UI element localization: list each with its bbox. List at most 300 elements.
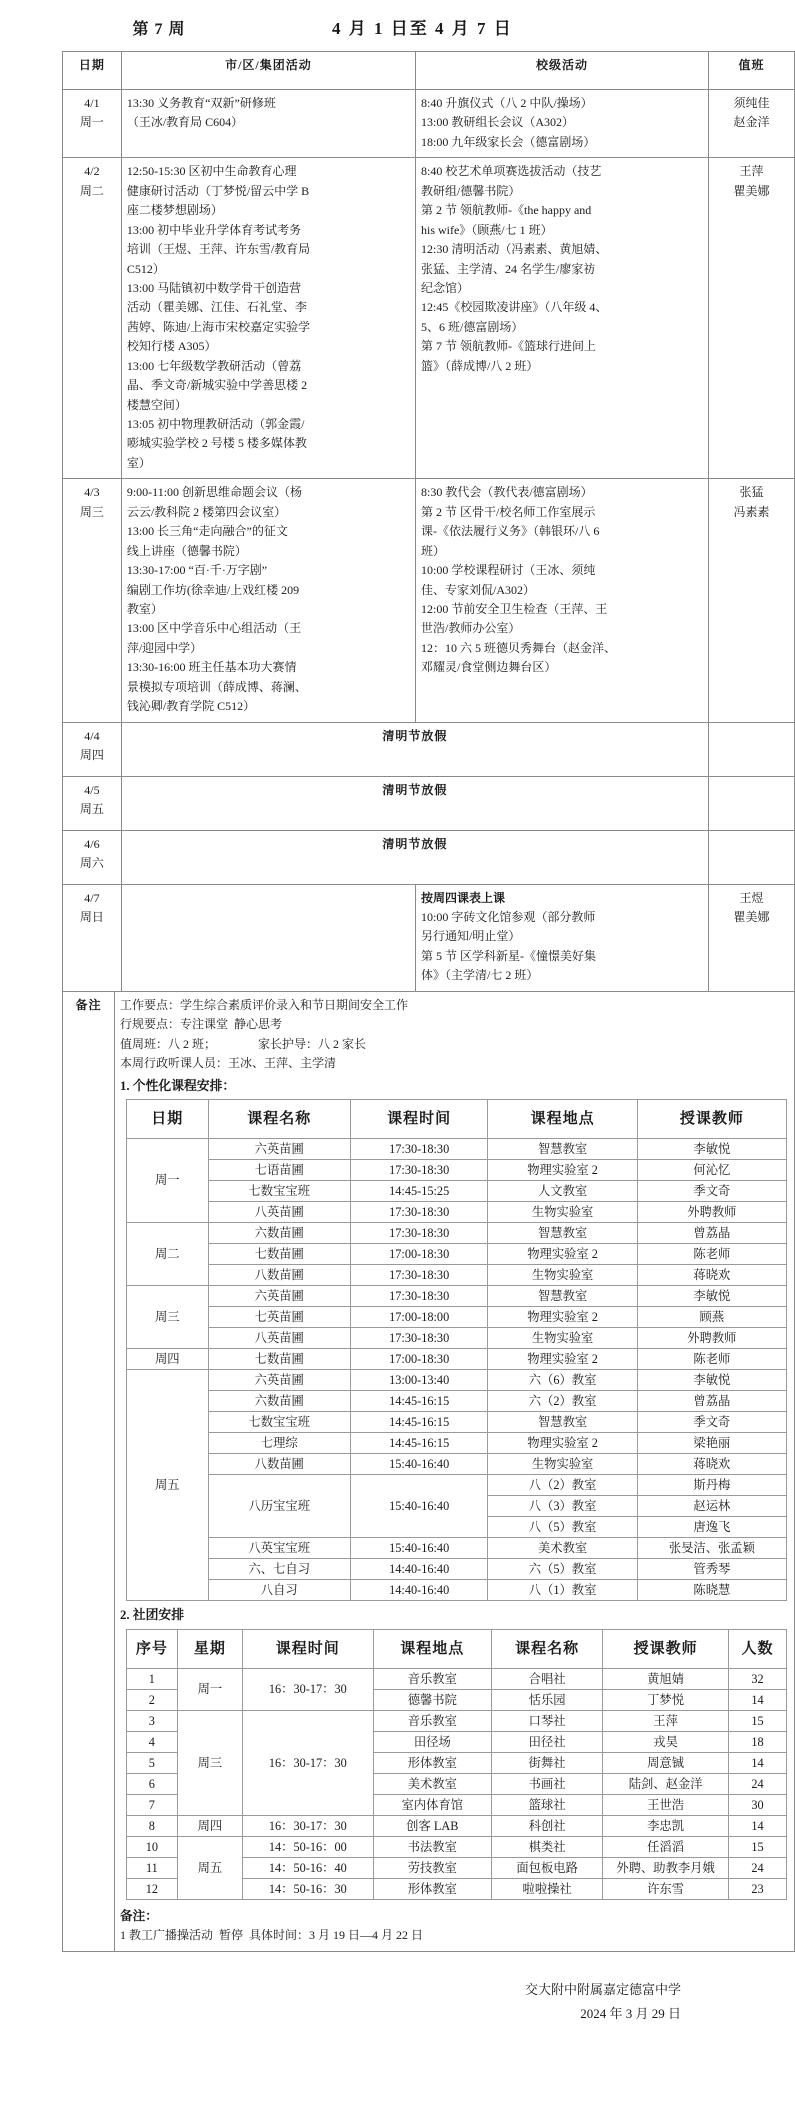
pc-cell-teacher: 季文奇: [637, 1181, 786, 1202]
activity-line: 8:40 校艺术单项赛选拔活动（技艺: [420, 164, 602, 179]
pc-row: [127, 1181, 787, 1202]
pc-cell-course-place: 智慧教室: [488, 1223, 637, 1244]
activity-line: 茜婷、陈迪/上海市宋校嘉定实验学: [126, 319, 311, 334]
club-cell-index: 5: [127, 1752, 178, 1773]
activity-line: 张猛、主学清、24 名学生/廖家祊: [420, 261, 596, 276]
pc-row: [127, 1370, 787, 1391]
activity-line: his wife》（顾燕/七 1 班）: [420, 222, 553, 237]
club-cell-time: 14：50-16：40: [243, 1857, 374, 1878]
pc-column-course-place: 课程地点: [488, 1100, 637, 1139]
pc-cell-course-time: 17:30-18:30: [350, 1160, 488, 1181]
club-cell-count: 14: [728, 1752, 786, 1773]
pc-cell-teacher: 管秀琴: [637, 1559, 786, 1580]
pc-cell-course-time: 13:00-13:40: [350, 1370, 488, 1391]
activity-line: 课-《依法履行义务》（韩银环/八 6: [420, 524, 600, 539]
pc-cell-course-time: 17:30-18:30: [350, 1265, 488, 1286]
pc-cell-course-time: 14:45-16:15: [350, 1391, 488, 1412]
pc-cell-course-place: 六（5）教室: [488, 1559, 637, 1580]
pc-cell-course-name: 八自习: [208, 1580, 350, 1601]
activity-line: 13:00 教研组长会议（A302）: [420, 115, 574, 130]
note-title: 备注：: [120, 1908, 158, 1923]
activity-line: 钱沁卿/教育学院 C512）: [126, 699, 256, 714]
pc-cell-course-time: 17:30-18:30: [350, 1139, 488, 1160]
activity-line: 第 5 节 区学科新星-《憧憬美好集: [420, 948, 596, 963]
activity-line: 体》（主学清/七 2 班）: [420, 968, 539, 983]
club-cell-teacher: 许东雪: [603, 1878, 729, 1899]
document-header: [0, 0, 795, 51]
club-cell-count: 24: [728, 1857, 786, 1878]
activity-line: 佳、专家刘侃/A302）: [420, 582, 535, 597]
club-cell-name: 恬乐园: [492, 1689, 603, 1710]
pc-row: [127, 1391, 787, 1412]
remark-line: 工作要点：学生综合素质评价录入和节日期间安全工作: [120, 997, 409, 1012]
activity-line: 培训（王煜、王萍、许东雪/教育局: [126, 242, 311, 257]
activity-line: 座二楼梦想剧场）: [126, 203, 223, 218]
date-range-title: 4 月 1 日至 4 月 7 日: [332, 19, 513, 38]
pc-cell-teacher: 李敏悦: [637, 1286, 786, 1307]
pc-row: [127, 1223, 787, 1244]
pc-cell-teacher: 赵运林: [637, 1496, 786, 1517]
club-cell-index: 3: [127, 1710, 178, 1731]
club-cell-teacher: 王萍: [603, 1710, 729, 1731]
pc-cell-teacher: 陈晓慧: [637, 1580, 786, 1601]
pc-cell-course-time: 17:30-18:30: [350, 1286, 488, 1307]
pc-cell-course-time: 14:45-16:15: [350, 1433, 488, 1454]
pc-cell-teacher: 蒋晓欢: [637, 1265, 786, 1286]
pc-cell-course-name: 六英苗圃: [208, 1139, 350, 1160]
club-cell-teacher: 外聘、助教李月娥: [603, 1857, 729, 1878]
activity-line: 12:00 节前安全卫生检查（王萍、王: [420, 601, 608, 616]
club-cell-index: 1: [127, 1668, 178, 1689]
week-title: 第 7 周: [132, 21, 186, 38]
pc-row: [127, 1538, 787, 1559]
club-cell-place: 书法教室: [373, 1836, 491, 1857]
club-cell-teacher: 黄旭婧: [603, 1668, 729, 1689]
pc-cell-day: 周一: [127, 1139, 209, 1223]
club-cell-teacher: 王世浩: [603, 1794, 729, 1815]
cell-holiday: 清明节放假: [121, 830, 708, 884]
weekly-schedule-table: [62, 51, 795, 992]
club-cell-place: 音乐教室: [373, 1710, 491, 1731]
pc-cell-course-place: 八（1）教室: [488, 1580, 637, 1601]
pc-cell-teacher: 陈老师: [637, 1244, 786, 1265]
activity-line: 8:30 教代会（教代表/德富剧场）: [420, 485, 593, 500]
club-header-row: [127, 1629, 787, 1668]
activity-line: 线上讲座（德馨书院）: [126, 543, 247, 558]
cell-date: 4/5 周五: [63, 776, 122, 830]
club-cell-name: 篮球社: [492, 1794, 603, 1815]
club-cell-count: 15: [728, 1710, 786, 1731]
pc-cell-course-place: 物理实验室 2: [488, 1160, 637, 1181]
club-cell-index: 10: [127, 1836, 178, 1857]
pc-row: [127, 1139, 787, 1160]
club-cell-index: 12: [127, 1878, 178, 1899]
table-row: [63, 479, 795, 722]
club-column-time: 课程时间: [243, 1629, 374, 1668]
remarks-row: [63, 991, 795, 1951]
club-column-place: 课程地点: [373, 1629, 491, 1668]
pc-cell-teacher: 曾荔晶: [637, 1223, 786, 1244]
club-cell-name: 棋类社: [492, 1836, 603, 1857]
club-cell-time: 16：30-17：30: [243, 1668, 374, 1710]
activity-line: 邓耀灵/食堂侧边舞台区）: [420, 660, 557, 675]
club-cell-teacher: 任滔滔: [603, 1836, 729, 1857]
activity-line: 13:00 长三角“走向融合”的征文: [126, 524, 288, 539]
activity-line: 13:30-16:00 班主任基本功大赛情: [126, 660, 297, 675]
activity-line: 另行通知/明止堂）: [420, 929, 521, 944]
activity-line: 18:00 九年级家长会（德富剧场）: [420, 134, 596, 149]
club-cell-count: 24: [728, 1773, 786, 1794]
club-cell-count: 15: [728, 1836, 786, 1857]
cell-holiday: 清明节放假: [121, 776, 708, 830]
activity-line: 13:30-17:00 “百·千·万字剧”: [126, 563, 268, 578]
pc-cell-course-time: 17:00-18:30: [350, 1349, 488, 1370]
pc-cell-course-place: 物理实验室 2: [488, 1433, 637, 1454]
pc-cell-teacher: 李敏悦: [637, 1370, 786, 1391]
cell-school-activities: [415, 158, 708, 479]
pc-cell-course-name: 八英苗圃: [208, 1328, 350, 1349]
remarks-table: [62, 991, 795, 1952]
pc-cell-course-place: 八（3）教室: [488, 1496, 637, 1517]
pc-cell-course-place: 六（2）教室: [488, 1391, 637, 1412]
club-cell-name: 啦啦操社: [492, 1878, 603, 1899]
club-schedule-title: 2. 社团安排: [120, 1608, 184, 1623]
pc-cell-course-time: 17:30-18:30: [350, 1223, 488, 1244]
activity-line: 13:05 初中物理教研活动（郭金霞/: [126, 417, 305, 431]
pc-cell-course-place: 美术教室: [488, 1538, 637, 1559]
club-cell-index: 6: [127, 1773, 178, 1794]
cell-date: 4/4 周四: [63, 722, 122, 776]
pc-cell-course-name: 六数苗圃: [208, 1391, 350, 1412]
activity-line: 9:00-11:00 创新思维命题会议（杨: [126, 485, 303, 500]
pc-cell-teacher: 梁艳丽: [637, 1433, 786, 1454]
pc-cell-course-name: 六英苗圃: [208, 1370, 350, 1391]
remark-line: 值周班：八 2 班； 家长护导：八 2 家长: [120, 1036, 367, 1051]
pc-cell-course-time: 17:30-18:30: [350, 1328, 488, 1349]
cell-school-activities: [415, 884, 708, 991]
activity-line: 第 2 节 区骨干/校名师工作室展示: [420, 504, 596, 519]
activity-line: 纪念馆）: [420, 280, 469, 295]
pc-cell-course-time: 15:40-16:40: [350, 1475, 488, 1538]
note-text-lines: [120, 1926, 789, 1945]
pc-row: [127, 1580, 787, 1601]
pc-cell-course-place: 物理实验室 2: [488, 1349, 637, 1370]
personal-course-title: 1. 个性化课程安排：: [120, 1078, 236, 1093]
pc-cell-course-name: 七理综: [208, 1433, 350, 1454]
pc-cell-day: 周五: [127, 1370, 209, 1601]
club-cell-time: 14：50-16：00: [243, 1836, 374, 1857]
cell-duty: 王煜 瞿美娜: [709, 884, 795, 991]
remark-line: 本周行政听课人员：王冰、王萍、主学清: [120, 1056, 337, 1071]
pc-cell-course-name: 六、七自习: [208, 1559, 350, 1580]
club-cell-weekday: 周四: [177, 1815, 242, 1836]
club-column-count: 人数: [728, 1629, 786, 1668]
activity-line: 5、6 班/德富剧场）: [420, 319, 524, 334]
club-cell-place: 音乐教室: [373, 1668, 491, 1689]
activity-line: 13:00 七年级数学教研活动（曾荔: [126, 358, 302, 373]
activity-line: （王冰/教育局 C604）: [126, 115, 244, 130]
pc-cell-course-time: 14:45-16:15: [350, 1412, 488, 1433]
club-cell-index: 11: [127, 1857, 178, 1878]
remarks-body: [115, 991, 795, 1951]
pc-cell-course-place: 生物实验室: [488, 1265, 637, 1286]
pc-cell-teacher: 李敏悦: [637, 1139, 786, 1160]
personal-course-header-row: [127, 1100, 787, 1139]
pc-cell-course-time: 15:40-16:40: [350, 1538, 488, 1559]
pc-cell-course-place: 生物实验室: [488, 1202, 637, 1223]
activity-line: 室）: [126, 455, 151, 470]
club-cell-name: 合唱社: [492, 1668, 603, 1689]
pc-cell-course-time: 14:40-16:40: [350, 1580, 488, 1601]
pc-row: [127, 1475, 787, 1496]
club-cell-name: 科创社: [492, 1815, 603, 1836]
club-cell-count: 14: [728, 1689, 786, 1710]
pc-cell-course-place: 智慧教室: [488, 1412, 637, 1433]
pc-cell-teacher: 曾荔晶: [637, 1391, 786, 1412]
column-header-school-activities: 校级活动: [415, 52, 708, 90]
activity-line: 编剧工作坊(徐幸迪/上戏红楼 209: [126, 582, 300, 597]
club-cell-teacher: 李忠凯: [603, 1815, 729, 1836]
club-cell-weekday: 周五: [177, 1836, 242, 1899]
pc-row: [127, 1328, 787, 1349]
pc-cell-course-time: 17:00-18:30: [350, 1244, 488, 1265]
club-cell-name: 田径社: [492, 1731, 603, 1752]
activity-line: 13:00 区中学音乐中心组活动（王: [126, 621, 302, 636]
club-cell-count: 32: [728, 1668, 786, 1689]
club-cell-place: 形体教室: [373, 1752, 491, 1773]
remark-line: 行规要点：专注课堂 静心思考: [120, 1017, 283, 1032]
activity-line: 10:00 学校课程研讨（王冰、须纯: [420, 563, 596, 578]
activity-line: 12:50-15:30 区初中生命教育心理: [126, 164, 297, 179]
pc-cell-teacher: 何沁忆: [637, 1160, 786, 1181]
cell-date: 4/2 周二: [63, 158, 122, 479]
club-row: [127, 1836, 787, 1857]
club-cell-count: 18: [728, 1731, 786, 1752]
pc-cell-teacher: 张旻洁、张孟颖: [637, 1538, 786, 1559]
club-cell-count: 23: [728, 1878, 786, 1899]
activity-line: 班）: [420, 543, 445, 558]
activity-line: 晶、季文奇/新城实验中学善思楼 2: [126, 378, 308, 393]
pc-cell-course-name: 六英苗圃: [208, 1286, 350, 1307]
pc-cell-course-place: 物理实验室 2: [488, 1244, 637, 1265]
activity-line: 世浩/教师办公室）: [420, 621, 521, 636]
club-cell-index: 4: [127, 1731, 178, 1752]
pc-cell-course-time: 14:40-16:40: [350, 1559, 488, 1580]
activity-line: 楼慧空间）: [126, 397, 187, 412]
club-schedule-table: [126, 1629, 787, 1900]
pc-column-teacher: 授课教师: [637, 1100, 786, 1139]
club-column-teacher: 授课教师: [603, 1629, 729, 1668]
pc-cell-course-name: 七数宝宝班: [208, 1412, 350, 1433]
footer-date: 2024 年 3 月 29 日: [580, 2005, 681, 2021]
remarks-text-lines: [120, 996, 789, 1074]
cell-date: 4/6 周六: [63, 830, 122, 884]
pc-cell-course-place: 智慧教室: [488, 1139, 637, 1160]
club-cell-count: 30: [728, 1794, 786, 1815]
club-row: [127, 1710, 787, 1731]
table-row: [63, 776, 795, 830]
club-cell-teacher: 丁梦悦: [603, 1689, 729, 1710]
club-cell-weekday: 周三: [177, 1710, 242, 1815]
pc-cell-teacher: 外聘教师: [637, 1328, 786, 1349]
club-cell-place: 田径场: [373, 1731, 491, 1752]
pc-cell-teacher: 唐逸飞: [637, 1517, 786, 1538]
club-cell-place: 室内体育馆: [373, 1794, 491, 1815]
pc-cell-course-place: 物理实验室 2: [488, 1307, 637, 1328]
pc-cell-course-name: 七语苗圃: [208, 1160, 350, 1181]
pc-cell-course-time: 17:30-18:30: [350, 1202, 488, 1223]
club-cell-index: 8: [127, 1815, 178, 1836]
activity-line: 萍/迎园中学）: [126, 640, 203, 655]
activity-line: 12:45《校园欺凌讲座》（八年级 4、: [420, 300, 608, 315]
pc-cell-course-place: 人文教室: [488, 1181, 637, 1202]
club-cell-place: 形体教室: [373, 1878, 491, 1899]
pc-column-day: 日期: [127, 1100, 209, 1139]
activity-line: 篮》（薛成博/八 2 班）: [420, 358, 539, 373]
club-cell-name: 街舞社: [492, 1752, 603, 1773]
club-cell-count: 14: [728, 1815, 786, 1836]
cell-date: 4/1 周一: [63, 90, 122, 158]
activity-line: 嘭城实验学校 2 号楼 5 楼多媒体教: [126, 436, 307, 451]
pc-cell-course-place: 八（5）教室: [488, 1517, 637, 1538]
cell-city-activities: [121, 884, 415, 991]
pc-cell-course-name: 七数苗圃: [208, 1244, 350, 1265]
pc-cell-course-name: 八英苗圃: [208, 1202, 350, 1223]
club-cell-name: 面包板电路: [492, 1857, 603, 1878]
pc-cell-course-place: 智慧教室: [488, 1286, 637, 1307]
activity-line: 第 2 节 领航教师-《the happy and: [420, 203, 592, 218]
cell-duty: [709, 722, 795, 776]
pc-cell-day: 周三: [127, 1286, 209, 1349]
activity-line: 8:40 升旗仪式（八 2 中队/操场）: [420, 96, 593, 110]
table-row: [63, 90, 795, 158]
activity-line: 13:00 初中毕业升学体育考试考务: [126, 222, 302, 237]
club-column-weekday: 星期: [177, 1629, 242, 1668]
activity-line: 教室）: [126, 601, 163, 616]
pc-cell-course-name: 八历宝宝班: [208, 1475, 350, 1538]
footer-school-name: 交大附中附属嘉定德富中学: [524, 1981, 681, 1997]
pc-cell-course-time: 17:00-18:00: [350, 1307, 488, 1328]
table-row: [63, 830, 795, 884]
club-row: [127, 1815, 787, 1836]
pc-cell-teacher: 季文奇: [637, 1412, 786, 1433]
club-cell-place: 德馨书院: [373, 1689, 491, 1710]
pc-cell-day: 周四: [127, 1349, 209, 1370]
pc-cell-teacher: 外聘教师: [637, 1202, 786, 1223]
pc-row: [127, 1433, 787, 1454]
pc-cell-course-place: 六（6）教室: [488, 1370, 637, 1391]
pc-cell-course-time: 15:40-16:40: [350, 1454, 488, 1475]
club-row: [127, 1668, 787, 1689]
pc-row: [127, 1559, 787, 1580]
pc-cell-course-name: 八数苗圃: [208, 1454, 350, 1475]
cell-holiday: 清明节放假: [121, 722, 708, 776]
pc-cell-course-time: 14:45-15:25: [350, 1181, 488, 1202]
activity-line: 12:30 清明活动（冯素素、黄旭婧、: [420, 242, 608, 257]
pc-cell-teacher: 顾燕: [637, 1307, 786, 1328]
club-cell-teacher: 戎昊: [603, 1731, 729, 1752]
pc-row: [127, 1286, 787, 1307]
club-cell-time: 14：50-16：30: [243, 1878, 374, 1899]
column-header-city-activities: 市/区/集团活动: [121, 52, 415, 90]
cell-duty: 王萍 瞿美娜: [709, 158, 795, 479]
pc-cell-teacher: 斯丹梅: [637, 1475, 786, 1496]
cell-city-activities: [121, 90, 415, 158]
pc-cell-course-place: 八（2）教室: [488, 1475, 637, 1496]
activity-line: 景模拟专项培训（薛成博、蒋澜、: [126, 679, 307, 694]
activity-line: 13:00 马陆镇初中数学骨干创造营: [126, 280, 302, 295]
club-cell-time: 16：30-17：30: [243, 1710, 374, 1815]
club-cell-name: 书画社: [492, 1773, 603, 1794]
club-cell-teacher: 陆剑、赵金洋: [603, 1773, 729, 1794]
pc-column-course-name: 课程名称: [208, 1100, 350, 1139]
club-cell-weekday: 周一: [177, 1668, 242, 1710]
pc-cell-course-name: 七英苗圃: [208, 1307, 350, 1328]
pc-row: [127, 1244, 787, 1265]
table-row: [63, 884, 795, 991]
pc-row: [127, 1412, 787, 1433]
column-header-date: 日期: [63, 52, 122, 90]
activity-line: 教研组/德馨书院）: [420, 183, 521, 198]
pc-cell-course-place: 生物实验室: [488, 1328, 637, 1349]
pc-cell-course-name: 八英宝宝班: [208, 1538, 350, 1559]
club-column-index: 序号: [127, 1629, 178, 1668]
club-cell-teacher: 周意铖: [603, 1752, 729, 1773]
activity-line: C512）: [126, 261, 165, 276]
remarks-label: 备注: [63, 991, 115, 1951]
cell-duty: 张猛 冯素素: [709, 479, 795, 722]
cell-city-activities: [121, 158, 415, 479]
cell-school-activities: [415, 90, 708, 158]
activity-line: 按周四课表上课: [420, 890, 505, 905]
pc-cell-course-place: 生物实验室: [488, 1454, 637, 1475]
pc-cell-course-name: 七数苗圃: [208, 1349, 350, 1370]
pc-row: [127, 1160, 787, 1181]
pc-cell-teacher: 陈老师: [637, 1349, 786, 1370]
pc-row: [127, 1349, 787, 1370]
club-cell-index: 2: [127, 1689, 178, 1710]
pc-row: [127, 1202, 787, 1223]
pc-cell-day: 周二: [127, 1223, 209, 1286]
club-cell-place: 美术教室: [373, 1773, 491, 1794]
club-cell-index: 7: [127, 1794, 178, 1815]
table-header-row: [63, 52, 795, 90]
pc-cell-course-name: 八数苗圃: [208, 1265, 350, 1286]
note-line: 1 教工广播操活动 暂停 具体时间：3 月 19 日—4 月 22 日: [120, 1928, 424, 1943]
pc-cell-course-name: 七数宝宝班: [208, 1181, 350, 1202]
cell-date: 4/7 周日: [63, 884, 122, 991]
table-row: [63, 722, 795, 776]
club-column-name: 课程名称: [492, 1629, 603, 1668]
pc-row: [127, 1454, 787, 1475]
cell-duty: 须纯佳 赵金洋: [709, 90, 795, 158]
cell-school-activities: [415, 479, 708, 722]
personal-course-table: [126, 1099, 787, 1601]
cell-duty: [709, 830, 795, 884]
pc-row: [127, 1307, 787, 1328]
cell-date: 4/3 周三: [63, 479, 122, 722]
pc-cell-course-name: 六数苗圃: [208, 1223, 350, 1244]
pc-column-course-time: 课程时间: [350, 1100, 488, 1139]
column-header-duty: 值班: [709, 52, 795, 90]
document-footer: [0, 1978, 733, 2026]
club-cell-name: 口琴社: [492, 1710, 603, 1731]
cell-duty: [709, 776, 795, 830]
pc-row: [127, 1265, 787, 1286]
activity-line: 13:30 义务教育“双新”研修班: [126, 96, 276, 110]
activity-line: 12：10 六 5 班德贝秀舞台（赵金洋、: [420, 640, 616, 655]
activity-line: 活动（瞿美娜、江佳、石礼堂、李: [126, 300, 307, 315]
